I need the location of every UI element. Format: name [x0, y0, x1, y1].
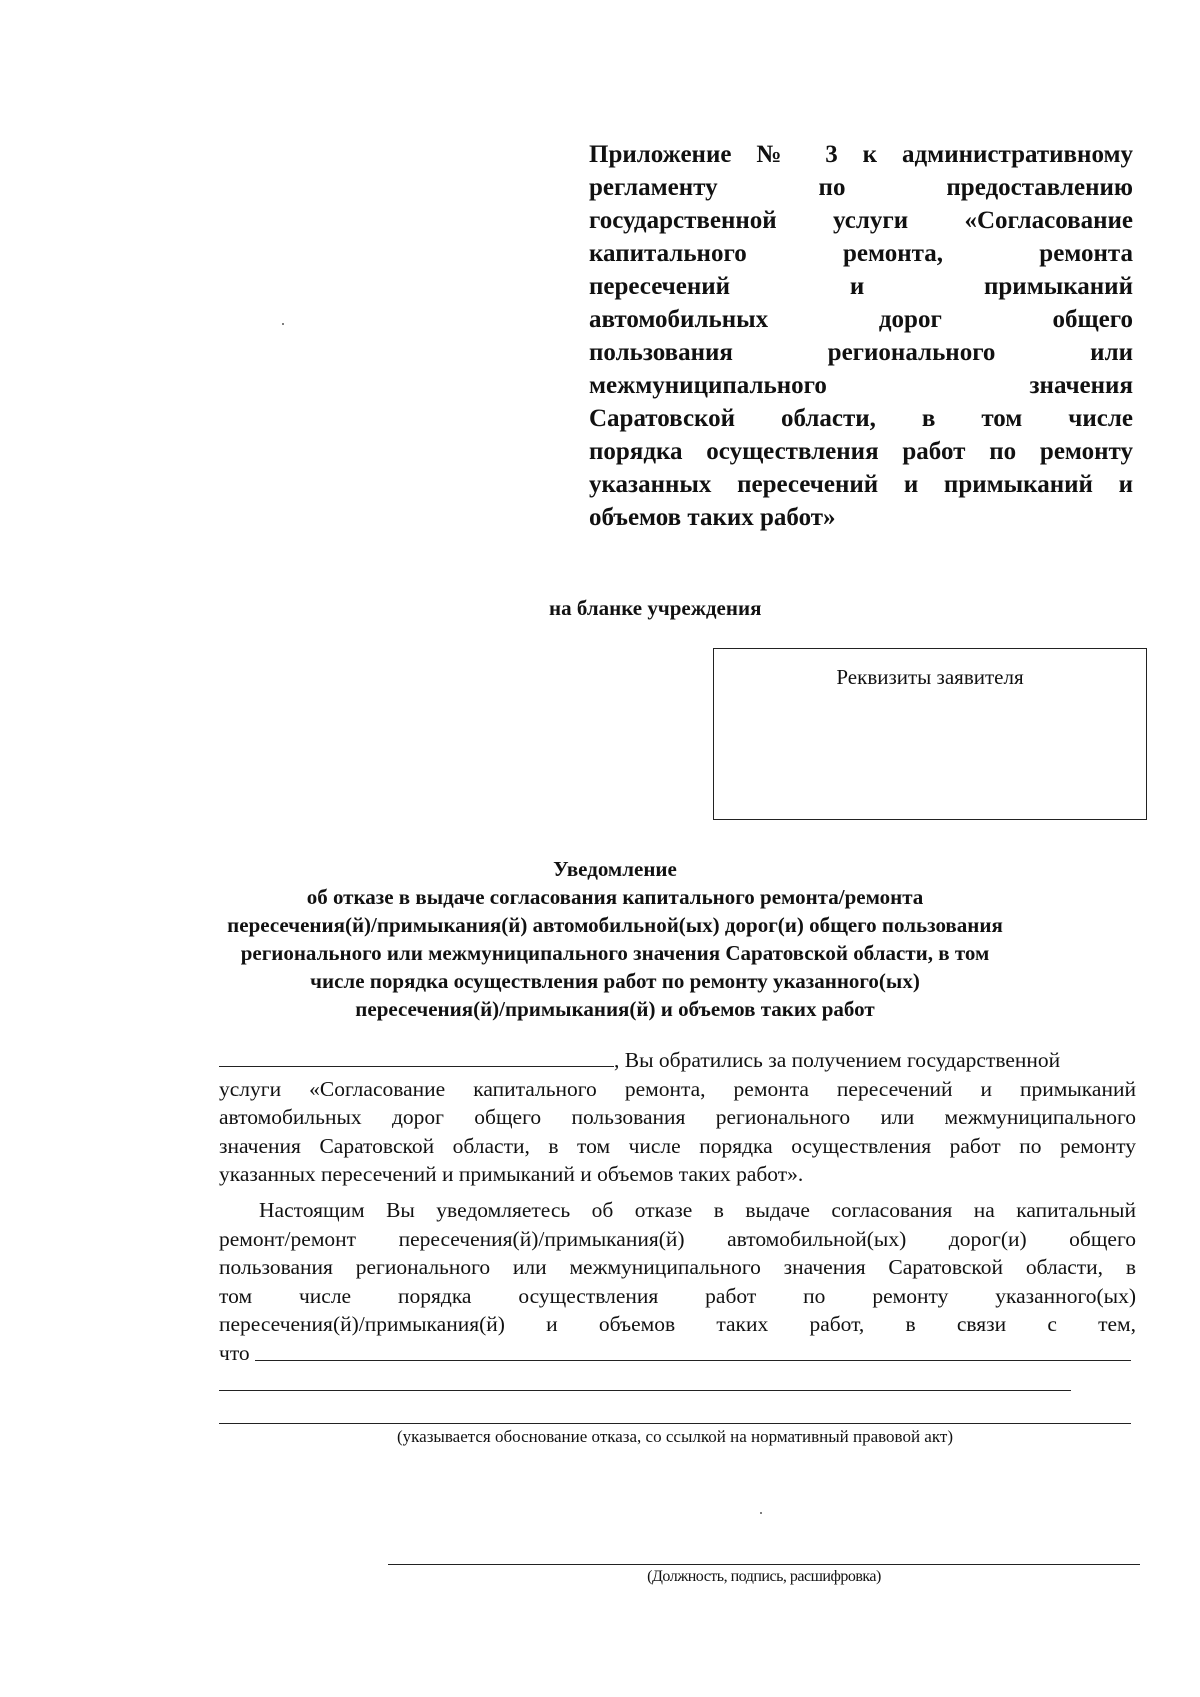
appendix-line: Саратовской области, в том числе: [589, 405, 1133, 432]
appendix-line: указанных пересечений и примыканий и: [589, 471, 1133, 498]
appendix-line: пользования регионального или: [589, 339, 1133, 366]
appendix-line: Приложение № 3 к административному: [589, 141, 1133, 168]
notice-title-line: пересечения(й)/примыкания(й) автомобильной(ых) дорог(и) общего пользования: [227, 913, 1003, 937]
notice-title: [190, 855, 1040, 1023]
reason-line: [255, 1360, 1131, 1361]
reason-caption: (указывается обоснование отказа, со ссылкой на нормативный правовой акт): [397, 1427, 953, 1446]
paragraph-application: [219, 1044, 1136, 1189]
paragraph-line: том числе порядка осуществления работ по ремонту указанного(ых): [219, 1283, 1136, 1308]
signature-line: [388, 1564, 1140, 1565]
appendix-line: межмуниципального значения: [589, 372, 1133, 399]
appendix-line: капитального ремонта, ремонта: [589, 240, 1133, 267]
appendix-line: регламенту по предоставлению: [589, 174, 1133, 201]
notice-title-line: регионального или межмуниципального значения Саратовской области, в том: [240, 941, 990, 965]
paragraph-text: , Вы обратились за получением государственной: [614, 1048, 1061, 1072]
paragraph-line: пользования регионального или межмуниципального значения Саратовской области, в: [219, 1255, 1136, 1279]
appendix-line: пересечений и примыканий: [589, 273, 1133, 300]
appendix-line: автомобильных дорог общего: [589, 306, 1133, 333]
appendix-line: государственной услуги «Согласование: [589, 207, 1133, 234]
notice-title-line: числе порядка осуществления работ по ремонту указанного(ых): [310, 969, 920, 993]
paragraph-refusal: [219, 1196, 1136, 1367]
appendix-line: порядка осуществления работ по ремонту: [589, 438, 1133, 465]
applicant-blank: [219, 1044, 614, 1067]
reason-line: [219, 1390, 1071, 1391]
scan-speck: [760, 1512, 762, 1514]
paragraph-line: автомобильных дорог общего пользования регионального или межмуниципального: [219, 1105, 1136, 1129]
paragraph-line: что: [219, 1340, 250, 1365]
notice-title-line: об отказе в выдаче согласования капитального ремонта/ремонта: [306, 885, 924, 909]
blank-note: на бланке учреждения: [549, 596, 762, 620]
paragraph-line: услуги «Согласование капитального ремонта, ремонта пересечений и примыканий: [219, 1076, 1136, 1101]
paragraph-line: указанных пересечений и примыканий и объемов таких работ».: [219, 1162, 804, 1186]
notice-heading: Уведомление: [553, 857, 677, 881]
paragraph-line: значения Саратовской области, в том числе порядка осуществления работ по ремонту: [219, 1133, 1136, 1158]
paragraph-line: [219, 1044, 1136, 1075]
appendix-line: объемов таких работ»: [589, 504, 836, 531]
paragraph-line: пересечения(й)/примыкания(й) и объемов таких работ, в связи с тем,: [219, 1312, 1136, 1336]
appendix-header: [589, 138, 1133, 534]
notice-title-line: пересечения(й)/примыкания(й) и объемов таких работ: [355, 997, 875, 1021]
scan-speck: [282, 323, 284, 325]
requisites-label: Реквизиты заявителя: [836, 665, 1024, 689]
paragraph-line: Настоящим Вы уведомляетесь об отказе в выдаче согласования на капитальный: [259, 1198, 1136, 1222]
paragraph-line: ремонт/ремонт пересечения(й)/примыкания(й) автомобильной(ых) дорог(и) общего: [219, 1226, 1136, 1251]
reason-line: [219, 1423, 1131, 1424]
signature-caption: (Должность, подпись, расшифровка): [647, 1568, 881, 1585]
requisites-box: [713, 648, 1147, 820]
